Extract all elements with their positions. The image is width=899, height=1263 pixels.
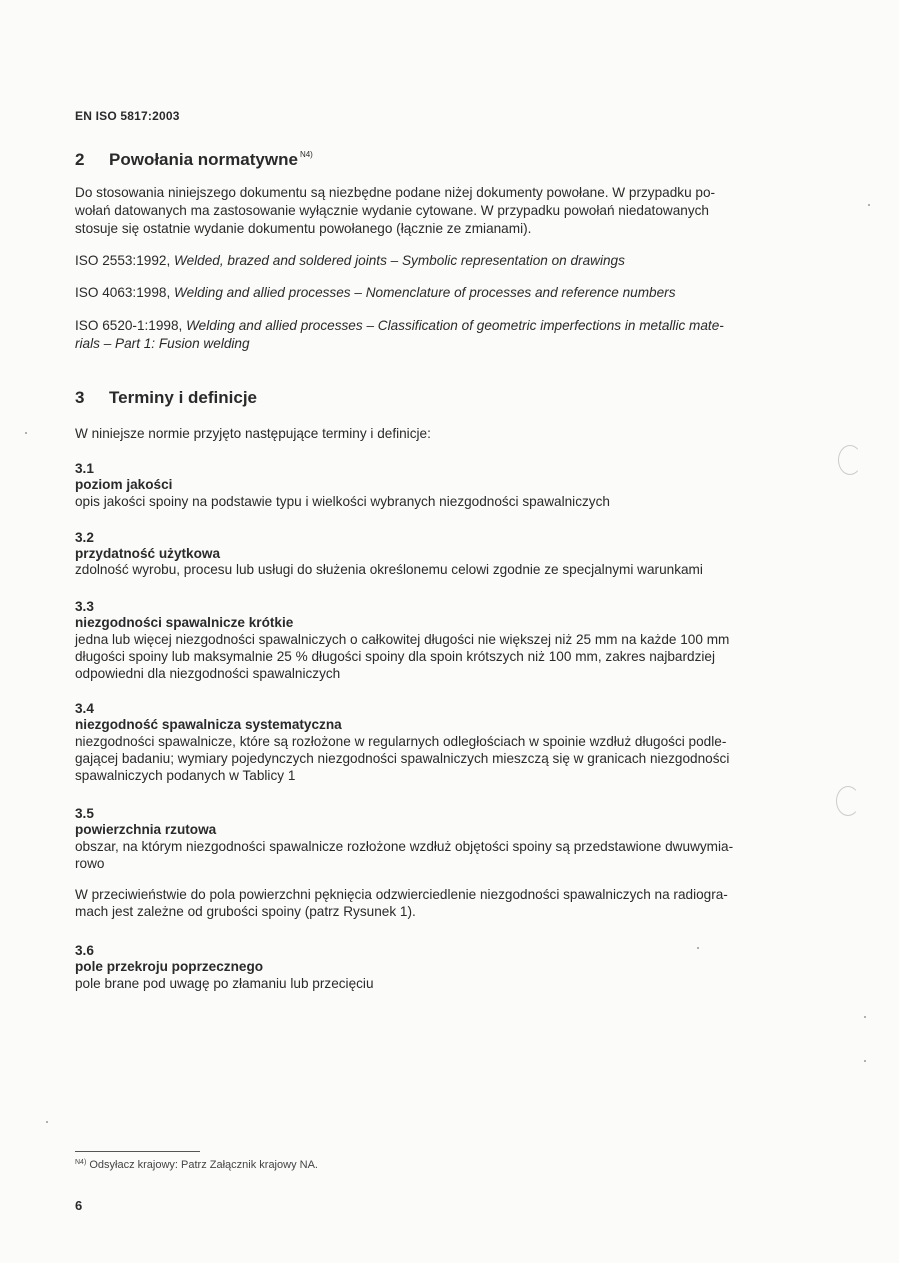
footnote-text: Odsyłacz krajowy: Patrz Załącznik krajowy NA. — [89, 1159, 318, 1171]
term-definition — [75, 838, 775, 872]
punch-hole-mark — [838, 445, 862, 475]
section-3-heading — [75, 388, 257, 408]
definition-line: niezgodności spawalnicze, które są rozłożone w regularnych odległościach w spoinie wzdłuż długości podle- — [75, 734, 727, 749]
scan-speck — [697, 947, 699, 949]
term-number: 3.6 — [75, 943, 94, 958]
term-definition — [75, 493, 775, 510]
document-id-header: EN ISO 5817:2003 — [75, 109, 180, 123]
footnote-separator — [75, 1151, 200, 1152]
section-number: 3 — [75, 388, 85, 407]
section-2-heading — [75, 150, 313, 170]
section-title: Powołania normatywne — [109, 150, 298, 169]
footnote — [75, 1159, 318, 1171]
scan-speck — [868, 204, 870, 206]
definition-line: jedna lub więcej niezgodności spawalniczych o całkowitej długości nie większej niż 25 mm na każde 100 mm — [75, 632, 730, 647]
term-definition — [75, 561, 775, 578]
section-number: 2 — [75, 150, 85, 169]
reference-item — [75, 317, 775, 353]
footnote-marker: N4) — [75, 1159, 87, 1166]
term-note — [75, 886, 775, 920]
scan-speck — [25, 432, 27, 434]
intro-line: stosuje się ostatnie wydanie dokumentu powołanego (łącznie ze zmianami). — [75, 221, 532, 236]
term-definition — [75, 631, 775, 682]
scan-speck — [46, 1121, 48, 1123]
definition-line: obszar, na którym niezgodności spawalnicze rozłożone wzdłuż objętości spoiny są przedstawione dwuwymia- — [75, 839, 734, 854]
page-number: 6 — [75, 1198, 83, 1213]
punch-hole-mark — [836, 786, 860, 816]
definition-line: długości spoiny lub maksymalnie 25 % długości spoiny dla spoin krótszych niż 100 mm, zakres najbardziej — [75, 649, 715, 664]
reference-title: rials – Part 1: Fusion welding — [75, 336, 250, 351]
term-name: poziom jakości — [75, 477, 173, 492]
note-line: mach jest zależne od grubości spoiny (patrz Rysunek 1). — [75, 904, 416, 919]
term-definition — [75, 975, 775, 992]
definition-line: pole brane pod uwagę po złamaniu lub przecięciu — [75, 976, 374, 991]
reference-code: ISO 6520-1:1998, — [75, 318, 187, 333]
scan-speck — [864, 1060, 866, 1062]
term-name: przydatność użytkowa — [75, 546, 221, 561]
term-name: niezgodność spawalnicza systematyczna — [75, 717, 342, 732]
term-number: 3.1 — [75, 461, 94, 476]
definition-line: odpowiedni dla niezgodności spawalniczych — [75, 666, 341, 681]
reference-title: Welded, brazed and soldered joints – Symbolic representation on drawings — [174, 253, 625, 268]
definition-line: rowo — [75, 856, 105, 871]
section-2-intro — [75, 184, 775, 238]
reference-title: Welding and allied processes – Classification of geometric imperfections in metallic mate- — [186, 318, 724, 333]
term-definition — [75, 733, 775, 784]
reference-code: ISO 2553:1992, — [75, 253, 175, 268]
reference-code: ISO 4063:1998, — [75, 285, 175, 300]
definition-line: opis jakości spoiny na podstawie typu i wielkości wybranych niezgodności spawalniczych — [75, 494, 610, 509]
term-number: 3.2 — [75, 530, 94, 545]
definition-line: gającej badaniu; wymiary pojedynczych niezgodności spawalniczych mieszczą się w granicach niezgodności — [75, 751, 730, 766]
intro-line: Do stosowania niniejszego dokumentu są niezbędne podane niżej dokumenty powołane. W przypadku po- — [75, 185, 716, 200]
intro-line: wołań datowanych ma zastosowanie wyłącznie wydanie cytowane. W przypadku powołań niedatowanych — [75, 203, 709, 218]
term-number: 3.4 — [75, 701, 94, 716]
term-name: niezgodności spawalnicze krótkie — [75, 615, 294, 630]
scan-speck — [864, 1016, 866, 1018]
term-number: 3.3 — [75, 599, 94, 614]
section-3-intro: W niniejsze normie przyjęto następujące terminy i definicje: — [75, 426, 431, 441]
note-line: W przeciwieństwie do pola powierzchni pęknięcia odzwierciedlenie niezgodności spawalniczych na radiogra- — [75, 887, 728, 902]
footnote-ref: N4) — [299, 150, 313, 159]
reference-title: Welding and allied processes – Nomenclature of processes and reference numbers — [174, 285, 676, 300]
term-name: pole przekroju poprzecznego — [75, 959, 264, 974]
term-number: 3.5 — [75, 806, 94, 821]
section-title: Terminy i definicje — [109, 388, 258, 407]
term-name: powierzchnia rzutowa — [75, 822, 217, 837]
reference-item — [75, 284, 775, 302]
definition-line: spawalniczych podanych w Tablicy 1 — [75, 768, 296, 783]
definition-line: zdolność wyrobu, procesu lub usługi do służenia określonemu celowi zgodnie ze specjalnymi warunkami — [75, 562, 703, 577]
reference-item — [75, 252, 775, 270]
